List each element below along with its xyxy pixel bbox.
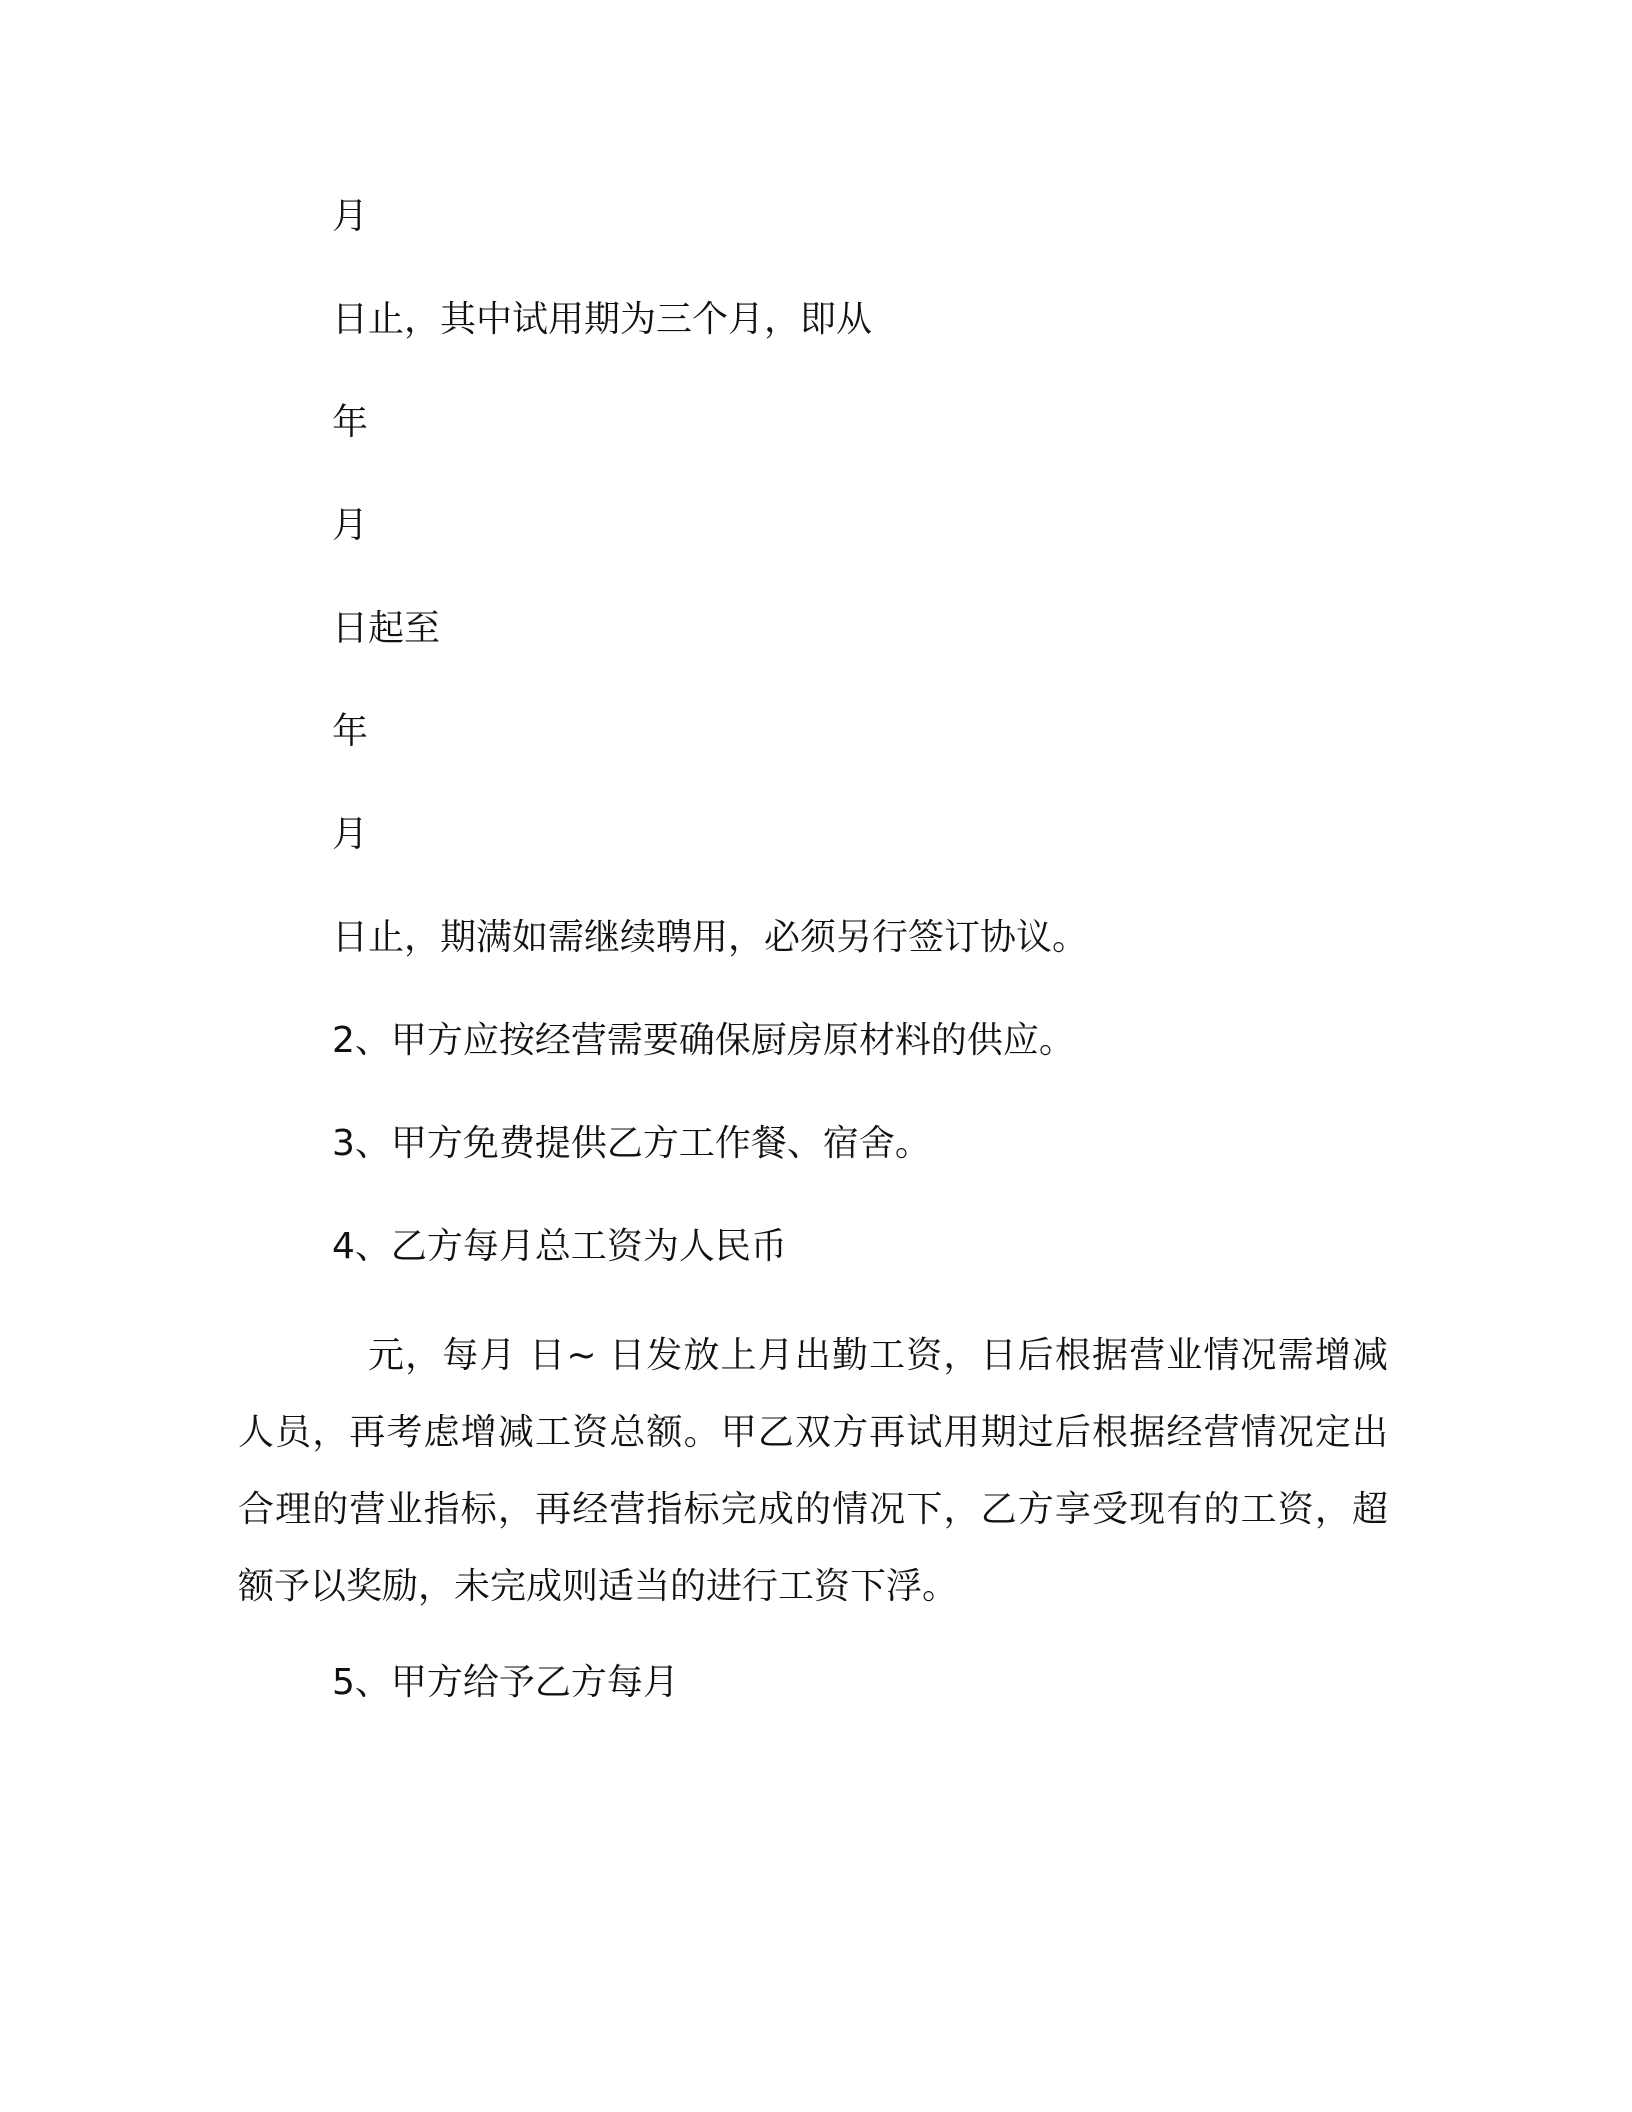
text-line-start-to: 日起至 bbox=[332, 608, 441, 649]
text-line-year-1: 年 bbox=[332, 402, 369, 443]
text-line-year-2: 年 bbox=[332, 711, 369, 752]
clause-3: 3、甲方免费提供乙方工作餐、宿舍。 bbox=[332, 1123, 931, 1164]
clause-2: 2、甲方应按经营需要确保厨房原材料的供应。 bbox=[332, 1020, 1075, 1061]
text-line-expiry: 日止，期满如需继续聘用，必须另行签订协议。 bbox=[332, 917, 1089, 958]
text-line-month-3: 月 bbox=[332, 814, 369, 855]
clause-5: 5、甲方给予乙方每月 bbox=[332, 1662, 679, 1703]
text-line-month-1: 月 bbox=[332, 196, 369, 237]
clause-4: 4、乙方每月总工资为人民币 bbox=[332, 1226, 787, 1267]
clause-4-paragraph: 元，每月 日~ 日发放上月出勤工资，日后根据营业情况需增减人员，再考虑增减工资总额。甲乙双方再试用期过后根据经营情况定出合理的营业指标，再经营指标完成的情况下，乙方享受现有的工资，超额予以奖励，未完成则适当的进行工资下浮。 bbox=[238, 1335, 1388, 1607]
text-line-month-2: 月 bbox=[332, 505, 369, 546]
text-line-trial-period: 日止，其中试用期为三个月，即从 bbox=[332, 299, 873, 340]
